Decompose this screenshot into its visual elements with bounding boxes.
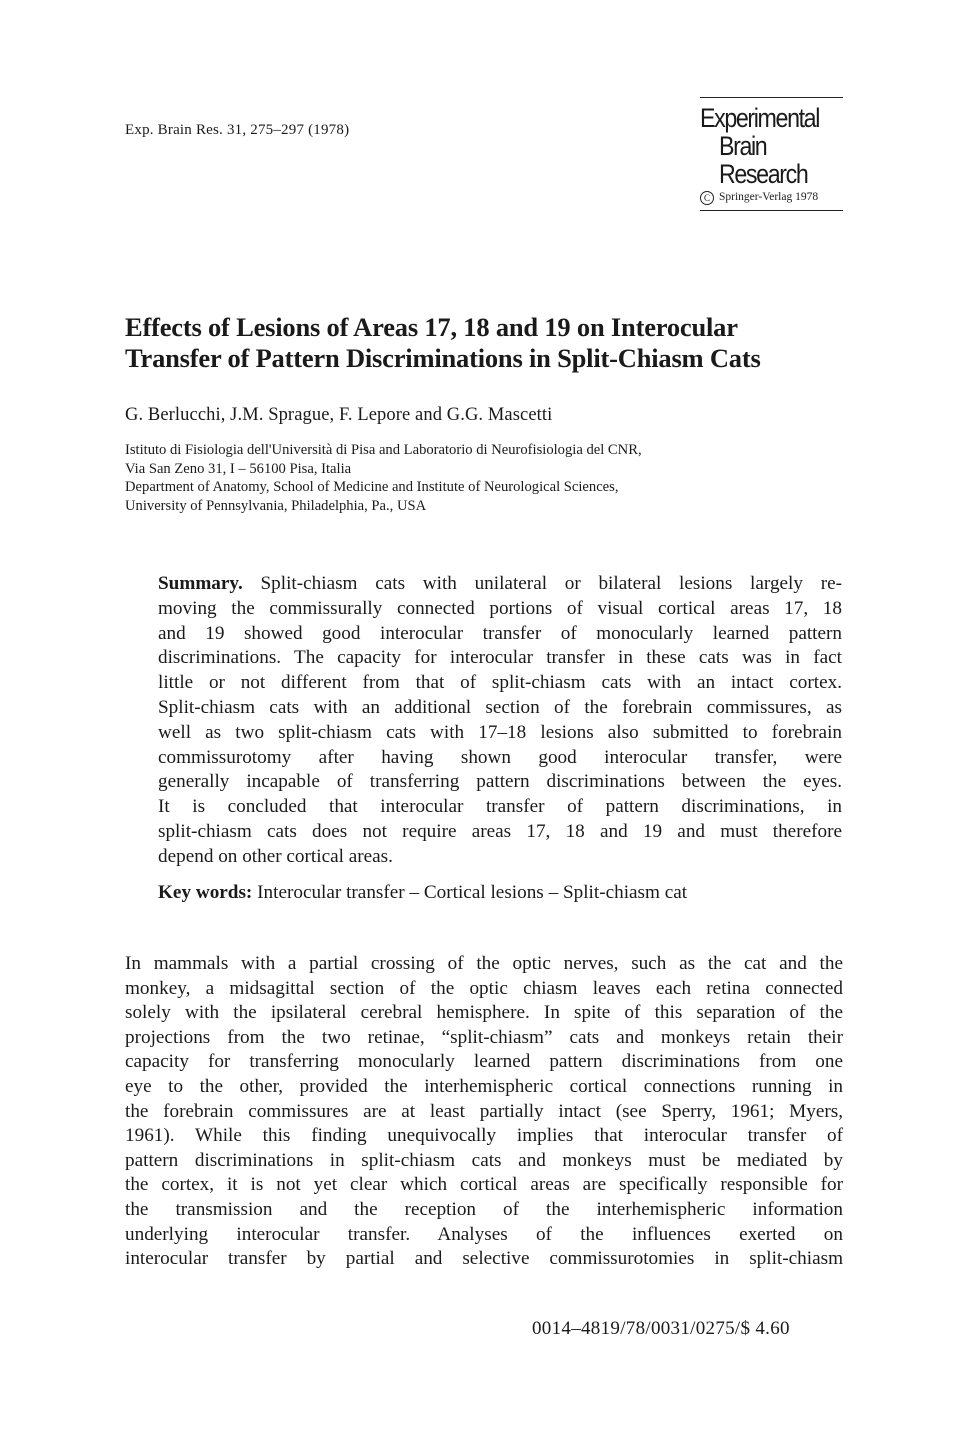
journal-name-line1: Experimental: [700, 103, 820, 133]
journal-name-line3: Research: [719, 159, 808, 189]
body-line: capacity for transferring monocularly learned pattern discriminations from one: [125, 1051, 843, 1073]
body-line: solely with the ipsilateral cerebral hemisphere. In spite of this separation of the: [125, 1002, 843, 1024]
abstract-summary: [158, 572, 842, 870]
body-line: the forebrain commissures are at least partially intact (see Sperry, 1961; Myers,: [125, 1100, 843, 1122]
summary-line: generally incapable of transferring pattern discriminations between the eyes.: [158, 771, 842, 793]
affiliation-line: Via San Zeno 31, I – 56100 Pisa, Italia: [125, 460, 352, 477]
copyright-icon: C: [700, 191, 714, 205]
summary-line: and 19 showed good interocular transfer of monocularly learned pattern: [158, 622, 842, 644]
keywords-text: Interocular transfer – Cortical lesions – Split-chiasm cat: [252, 882, 688, 903]
introduction-paragraph: [125, 952, 843, 1272]
body-line: eye to the other, provided the interhemispheric cortical connections running in: [125, 1075, 843, 1097]
journal-name-line2: Brain: [719, 131, 767, 161]
body-line: underlying interocular transfer. Analyses of the influences exerted on: [125, 1223, 843, 1245]
summary-text: Split-chiasm cats with unilateral or bilateral lesions largely re-: [242, 573, 842, 594]
masthead-bottom-rule: [700, 210, 843, 211]
title-line: Transfer of Pattern Discriminations in Split-Chiasm Cats: [125, 343, 761, 373]
article-title: [125, 312, 855, 374]
body-line: monkey, a midsagittal section of the optic chiasm leaves each retina connected: [125, 977, 843, 999]
summary-label: Summary.: [158, 573, 243, 594]
journal-citation: Exp. Brain Res. 31, 275–297 (1978): [125, 122, 350, 138]
summary-line: well as two split-chiasm cats with 17–18 lesions also submitted to forebrain: [158, 721, 842, 743]
body-line: the cortex, it is not yet clear which cortical areas are specifically responsible for: [125, 1174, 843, 1196]
body-line: In mammals with a partial crossing of the optic nerves, such as the cat and the: [125, 953, 843, 974]
body-line: interocular transfer by partial and selective commissurotomies in split-chiasm: [125, 1248, 843, 1270]
masthead-top-rule: [700, 97, 843, 98]
summary-line: moving the commissurally connected portions of visual cortical areas 17, 18: [158, 597, 842, 619]
affiliation-line: University of Pennsylvania, Philadelphia, Pa., USA: [125, 497, 427, 514]
keywords: [158, 882, 687, 904]
body-line: the transmission and the reception of the interhemispheric information: [125, 1198, 843, 1220]
summary-line: commissurotomy after having shown good interocular transfer, were: [158, 746, 842, 768]
body-line: projections from the two retinae, “split-chiasm” cats and monkeys retain their: [125, 1026, 843, 1048]
keywords-label: Key words:: [158, 882, 253, 903]
summary-line: split-chiasm cats does not require areas 17, 18 and 19 and must therefore: [158, 820, 842, 842]
title-line: Effects of Lesions of Areas 17, 18 and 19 on Interocular: [125, 312, 738, 342]
summary-line: little or not different from that of split-chiasm cats with an intact cortex.: [158, 672, 842, 694]
copyright-text: Springer-Verlag 1978: [719, 191, 819, 203]
affiliation-line: Department of Anatomy, School of Medicine and Institute of Neurological Sciences,: [125, 479, 619, 495]
price-code: 0014–4819/78/0031/0275/$ 4.60: [532, 1318, 790, 1339]
summary-line: depend on other cortical areas.: [158, 845, 393, 867]
summary-line: [158, 572, 842, 597]
body-line: pattern discriminations in split-chiasm cats and monkeys must be mediated by: [125, 1149, 843, 1171]
affiliation-line: Istituto di Fisiologia dell'Università di Pisa and Laboratorio di Neurofisiologia del CNR,: [125, 442, 642, 458]
summary-line: discriminations. The capacity for interocular transfer in these cats was in fact: [158, 647, 842, 669]
author-list: G. Berlucchi, J.M. Sprague, F. Lepore and G.G. Mascetti: [125, 405, 553, 425]
summary-line: It is concluded that interocular transfer of pattern discriminations, in: [158, 796, 842, 818]
summary-line: Split-chiasm cats with an additional section of the forebrain commissures, as: [158, 696, 842, 718]
body-line: 1961). While this finding unequivocally implies that interocular transfer of: [125, 1125, 843, 1147]
copyright-notice: [700, 191, 843, 205]
journal-masthead: [700, 97, 843, 211]
affiliations: [125, 441, 845, 515]
